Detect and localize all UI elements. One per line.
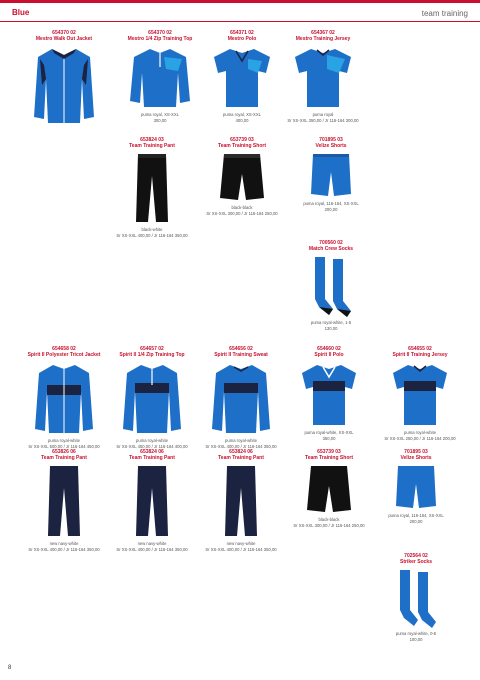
product-name: Spirit II Training Sweat bbox=[214, 352, 268, 358]
product-name: Team Training Short bbox=[218, 143, 266, 149]
product-info: puma royal Sr XS-XXL 350,00 / Jr 116-164 300,00 bbox=[287, 112, 359, 123]
sweat-icon bbox=[212, 361, 270, 435]
product-name: Match Crew Socks bbox=[308, 246, 354, 252]
product-code: 653824 06 bbox=[229, 449, 253, 455]
product-info: black-white Sr XS-XXL 400,00 / Jr 116-164 350,00 bbox=[116, 227, 188, 238]
product-code: 701895 03 bbox=[319, 137, 343, 143]
product-code: 701895 03 bbox=[404, 449, 428, 455]
product-card bbox=[104, 137, 200, 238]
product-card bbox=[16, 30, 112, 125]
product-card bbox=[16, 346, 112, 449]
product-info: black-black Sr XS-XXL 300,00 / Jr 116-164 250,00 bbox=[206, 205, 278, 216]
product-info: new navy-white Sr XS-XXL 400,00 / Jr 116-164 350,00 bbox=[205, 541, 277, 552]
product-card bbox=[283, 137, 379, 212]
product-info: new navy-white Sr XS-XXL 400,00 / Jr 116-164 350,00 bbox=[28, 541, 100, 552]
top-icon bbox=[130, 45, 190, 109]
product-name: Team Training Pant bbox=[129, 143, 175, 149]
product-name: Mestro 1/4 Zip Training Top bbox=[127, 36, 193, 42]
header-accent-bar bbox=[0, 0, 480, 3]
product-name: Velize Shorts bbox=[400, 455, 432, 461]
jacket-icon bbox=[35, 361, 93, 435]
product-code: 654658 02 bbox=[52, 346, 76, 352]
product-code: 654371 02 bbox=[230, 30, 254, 36]
product-name: Mestro Training Jersey bbox=[295, 36, 351, 42]
product-info: puma royal-white Sr XS-XXL 500,00 / Jr 116-164 450,00 bbox=[28, 438, 100, 449]
product-name: Team Training Short bbox=[305, 455, 353, 461]
pant-icon bbox=[132, 152, 172, 224]
product-info: puma royal, XS-XXL 300,00 bbox=[141, 112, 179, 123]
product-code: 653739 03 bbox=[317, 449, 341, 455]
product-code: 653824 06 bbox=[140, 449, 164, 455]
product-card bbox=[194, 137, 290, 216]
product-code: 654657 02 bbox=[140, 346, 164, 352]
product-code: 702564 02 bbox=[404, 553, 428, 559]
product-card bbox=[104, 346, 200, 449]
pant-icon bbox=[222, 464, 260, 538]
product-code: 654656 02 bbox=[229, 346, 253, 352]
product-name: Team Training Pant bbox=[218, 455, 264, 461]
product-card bbox=[104, 449, 200, 552]
product-code: 653824 03 bbox=[140, 137, 164, 143]
product-card bbox=[281, 346, 377, 441]
product-name: Mestro Polo bbox=[227, 36, 257, 42]
product-card bbox=[193, 449, 289, 552]
product-code: 654655 02 bbox=[408, 346, 432, 352]
product-card bbox=[281, 449, 377, 528]
page-header bbox=[0, 0, 480, 24]
shorts-icon bbox=[311, 152, 351, 198]
product-info: new navy-white Sr XS-XXL 400,00 / Jr 116-164 350,00 bbox=[116, 541, 188, 552]
jersey-icon bbox=[391, 361, 449, 427]
jacket-icon bbox=[34, 45, 94, 125]
polo-icon bbox=[300, 361, 358, 427]
product-code: 653826 06 bbox=[52, 449, 76, 455]
product-code: 654660 02 bbox=[317, 346, 341, 352]
product-info: puma royal-white Sr XS-XXL 450,00 / Jr 116-164 400,00 bbox=[116, 438, 188, 449]
product-name: Spirit II Training Jersey bbox=[392, 352, 448, 358]
product-name: Team Training Pant bbox=[129, 455, 175, 461]
product-name: Team Training Pant bbox=[41, 455, 87, 461]
short-icon bbox=[220, 152, 264, 202]
product-info: puma royal, XS-XXL 400,00 bbox=[223, 112, 261, 123]
header-color-label: Blue bbox=[12, 8, 30, 17]
product-info: puma royal-white Sr XS-XXL 400,00 / Jr 116-164 350,00 bbox=[205, 438, 277, 449]
page-number: 8 bbox=[8, 665, 12, 671]
header-rule bbox=[0, 21, 480, 22]
product-info: puma royal-white Sr XS-XXL 250,00 / Jr 116-164 200,00 bbox=[384, 430, 456, 441]
product-name: Spirit II Polyester Tricot Jacket bbox=[27, 352, 101, 358]
product-info: puma royal, 116-164, XS-XXL 200,00 bbox=[303, 201, 359, 212]
shorts-icon bbox=[396, 464, 436, 510]
pant-icon bbox=[133, 464, 171, 538]
product-card bbox=[372, 346, 468, 441]
product-card bbox=[193, 346, 289, 449]
pant-icon bbox=[45, 464, 83, 538]
product-name: Mestro Walk Out Jacket bbox=[35, 36, 93, 42]
jersey-icon bbox=[293, 45, 353, 109]
product-code: 654370 02 bbox=[148, 30, 172, 36]
product-card bbox=[368, 449, 464, 524]
product-code: 653739 03 bbox=[230, 137, 254, 143]
product-code: 654367 02 bbox=[311, 30, 335, 36]
product-card bbox=[16, 449, 112, 552]
product-card bbox=[368, 553, 464, 642]
product-info: puma royal-white, 0-5 100,00 bbox=[395, 631, 437, 642]
product-name: Spirit II Polo bbox=[314, 352, 344, 358]
product-info: puma royal-white, XS-XXL 350,00 bbox=[304, 430, 354, 441]
product-name: Spirit II 1/4 Zip Training Top bbox=[119, 352, 185, 358]
product-info: black-black Sr XS-XXL 300,00 / Jr 116-164 250,00 bbox=[293, 517, 365, 528]
product-name: Striker Socks bbox=[400, 559, 432, 565]
product-info: puma royal-white, 1-5 130,00 bbox=[310, 320, 352, 331]
polo-icon bbox=[212, 45, 272, 109]
product-code: 700560 02 bbox=[319, 240, 343, 246]
product-card bbox=[283, 240, 379, 331]
product-code: 654370 02 bbox=[52, 30, 76, 36]
product-card bbox=[275, 30, 371, 123]
header-section-label: team training bbox=[421, 9, 468, 18]
socks-icon bbox=[396, 568, 436, 628]
top-icon bbox=[123, 361, 181, 435]
product-info: puma royal, 116-164, XS-XXL 200,00 bbox=[388, 513, 444, 524]
short-icon bbox=[307, 464, 351, 514]
product-name: Velize Shorts bbox=[315, 143, 347, 149]
socks-icon bbox=[311, 255, 351, 317]
